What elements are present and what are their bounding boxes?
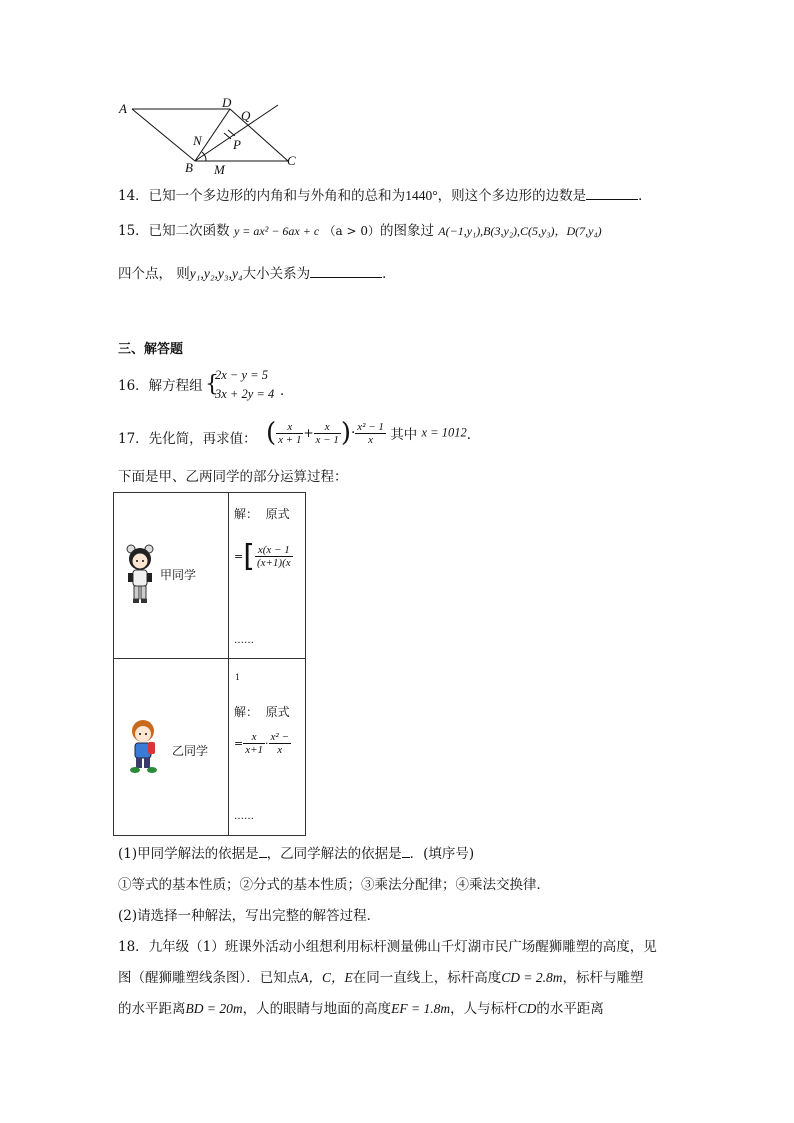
q16-eq1: 2x − y = 5 xyxy=(215,368,268,382)
q18-line3-a: 的水平距离 xyxy=(118,1001,186,1017)
dot-operator: · xyxy=(351,425,356,441)
bracket-open: [ xyxy=(243,539,255,574)
b-sol-label: 解： xyxy=(234,705,259,719)
q18-line2-c: ，标杆与雕塑 xyxy=(562,970,644,986)
q18-line2-b: 在同一直线上，标杆高度 xyxy=(352,970,502,986)
boy-avatar-icon xyxy=(126,717,160,775)
q18-cd: CD xyxy=(517,1001,537,1016)
q15-line2-b: 大小关系为 xyxy=(242,266,311,282)
q17-tail: 其中 xyxy=(390,427,418,443)
label-n: N xyxy=(193,133,202,148)
q17-part1-a: (1)甲同学解法的依据是 xyxy=(118,846,259,862)
q15-text-a: 15．已知二次函数 xyxy=(118,223,230,239)
q18-points: A，C，E xyxy=(300,970,353,985)
b-frac1: $\frac{x}{x+1}$ xyxy=(245,731,264,756)
student-a-work xyxy=(229,493,306,659)
q15-end: ． xyxy=(382,266,396,282)
question-15-line2 xyxy=(118,264,396,283)
q16-eq2: 3x + 2y = 4 xyxy=(215,387,275,401)
label-a: A xyxy=(119,101,127,116)
q17-expression xyxy=(266,418,480,448)
label-p: P xyxy=(233,137,241,152)
label-d: D xyxy=(222,95,232,110)
geometry-figure xyxy=(110,95,310,180)
solution-table xyxy=(113,492,306,836)
q14-text-b: ，则这个多边形的边数是 xyxy=(437,188,587,204)
b-sol-head xyxy=(234,703,290,720)
student-b-work xyxy=(229,659,306,836)
q14-answer-blank xyxy=(586,186,638,200)
section-header: 三、解答题 xyxy=(118,342,184,357)
b-frac2: $\frac{\text{x² −}}{x}$ xyxy=(270,731,289,756)
q17-frac1: $\frac{x}{x + 1}$ xyxy=(278,420,302,446)
q18-ef: EF = 1.8m xyxy=(391,1001,451,1016)
q17-options: ①等式的基本性质；②分式的基本性质；③乘法分配律；④乘法交换律． xyxy=(118,877,550,893)
q16-end: ． xyxy=(280,383,294,399)
q18-line3-b: ，人的眼睛与地面的高度 xyxy=(242,1001,392,1017)
q17-blank-b xyxy=(402,844,410,858)
label-q: Q xyxy=(241,108,251,123)
q18-cd-height: CD = 2.8m xyxy=(501,970,563,985)
b-sol-orig: 原式 xyxy=(265,705,290,719)
q17-label: 17．先化简，再求值： xyxy=(118,431,257,447)
student-b-label: 乙同学 xyxy=(172,744,209,758)
paren-open: ( xyxy=(266,418,277,448)
question-17 xyxy=(118,430,257,448)
label-m: M xyxy=(214,162,225,177)
q17-end: ． xyxy=(466,427,481,443)
q17-frac2: $\frac{x}{x - 1}$ xyxy=(315,420,339,446)
q15-formula: y = ax² − 6ax + c xyxy=(233,224,320,238)
girl-avatar-icon xyxy=(124,543,156,605)
student-a-label: 甲同学 xyxy=(160,568,197,582)
footnote-mark: 1 xyxy=(235,673,241,682)
label-c: C xyxy=(287,153,296,168)
q15-points: A(−1,y₁),B(3,y₂),C(5,y₃)，D(7,y₄) xyxy=(438,224,602,238)
q14-end: ． xyxy=(638,188,652,204)
question-14 xyxy=(118,186,652,205)
q15-vars: y₁,y₂,y₃,y₄ xyxy=(189,266,243,281)
q18-line3-c: ，人与标杆 xyxy=(450,1001,518,1017)
q15-line2-a: 四个点， 则 xyxy=(118,266,190,282)
q17-part1 xyxy=(118,844,474,863)
q17-intro: 下面是甲、乙两同学的部分运算过程： xyxy=(118,469,348,485)
q18-line2-a: 图（醒狮雕塑线条图）．已知点 xyxy=(118,970,301,986)
q17-blank-a xyxy=(259,844,267,858)
a-sol-orig: 原式 xyxy=(265,507,290,521)
q18-bd: BD = 20m xyxy=(185,1001,243,1016)
q17-part2: (2)请选择一种解法，写出完整的解答过程． xyxy=(118,908,381,924)
plus-sign: + xyxy=(303,426,314,440)
a-sol-expr: =[ $\frac{x(x - 1}{(x+1)(x}$ xyxy=(234,539,291,574)
label-b: B xyxy=(185,160,193,175)
question-16 xyxy=(118,377,203,395)
student-a-cell xyxy=(114,493,229,659)
student-b-cell xyxy=(114,659,229,836)
q17-part1-mid: ，乙同学解法的依据是 xyxy=(266,846,402,862)
q17-part1-end: ．(填序号) xyxy=(409,846,475,862)
a-frac: $\frac{x(x - 1}{(x+1)(x}$ xyxy=(256,544,291,569)
question-15-line1 xyxy=(118,222,602,240)
q15-text-b: 的图象过 xyxy=(379,223,434,239)
a-sol-head xyxy=(234,505,290,522)
q18-line3-d: 的水平距离 xyxy=(536,1001,604,1017)
b-sol-expr: = $\frac{x}{x+1}$ · $\frac{\text{x² −}}{x}$ xyxy=(234,731,289,756)
paren-close: ) xyxy=(340,418,351,448)
brace-icon: { xyxy=(205,372,219,397)
q17-frac3: $\frac{\text{x² − 1}}{x}$ xyxy=(357,420,384,446)
a-ellipsis: …… xyxy=(234,635,254,646)
q15-answer-blank xyxy=(310,264,382,278)
q18-line1: 18．九年级（1）班课外活动小组想利用标杆测量佛山千灯湖市民广场醒狮雕塑的高度，见 xyxy=(118,939,657,955)
q16-label: 16．解方程组 xyxy=(118,378,203,394)
q14-text-a: 14．已知一个多边形的内角和与外角和的总和为 xyxy=(118,188,406,204)
q18-line2 xyxy=(118,969,644,987)
q16-system xyxy=(215,366,274,404)
a-sol-label: 解： xyxy=(234,507,259,521)
q14-value: 1440° xyxy=(405,188,438,203)
b-ellipsis: …… xyxy=(234,811,254,822)
q18-line3 xyxy=(118,1000,604,1018)
q15-cond: （a > 0） xyxy=(323,224,380,238)
q17-cond: x = 1012 xyxy=(421,425,467,440)
